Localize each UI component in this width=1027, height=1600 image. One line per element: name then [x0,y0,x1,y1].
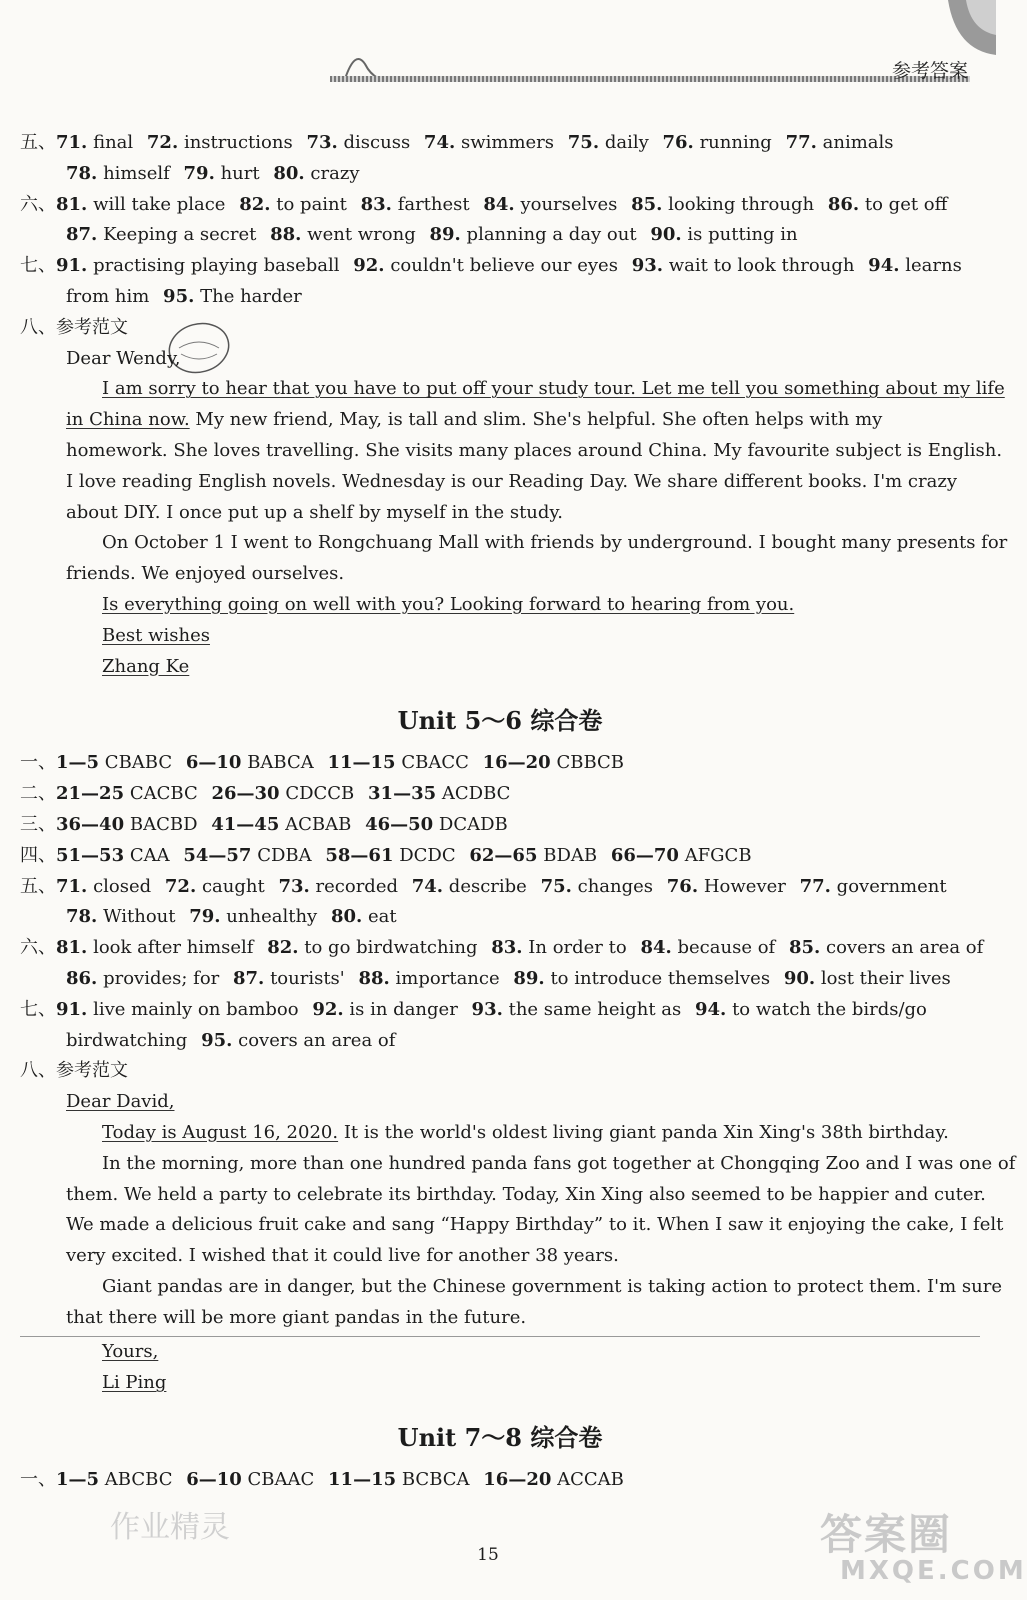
section-label: 二、 [20,783,56,805]
section-label: 四、 [20,844,56,866]
q-num: 87. [233,967,265,989]
q-num: 76. [666,875,699,897]
q-range: 6—10 [186,1469,242,1491]
answer-text: to go birdwatching [304,937,478,959]
letter-line: friends. We enjoyed ourselves. [66,563,345,585]
answer-row-yi [20,1465,980,1496]
answer-text: CACBC [129,783,198,805]
letter-signature [20,1368,980,1399]
answer-text: to introduce themselves [550,967,771,989]
q-num: 83. [491,937,523,959]
answer-text: lost their lives [820,967,951,989]
answer-text: yourselves [520,193,618,215]
letter-line [20,405,980,436]
answer-text: closed [93,875,152,897]
answer-text: CBABC [104,752,173,774]
answer-text: unhealthy [226,906,318,928]
answer-text: running [699,132,772,153]
answer-text: covers an area of [238,1029,396,1051]
section-label: 六、 [20,193,56,215]
q-num: 89. [429,224,461,246]
q-num: 78. [66,162,98,184]
q-num: 92. [353,255,385,277]
answer-text: is in danger [349,998,458,1020]
q-range: 66—70 [610,844,679,866]
answer-text: went wrong [307,224,416,246]
q-range: 26—30 [211,783,280,805]
q-num: 95. [163,285,195,307]
section-label: 五、 [20,875,56,897]
letter-line: very excited. I wished that it could live for another 38 years. [66,1245,619,1267]
answer-text: CDCCB [285,783,355,805]
answer-text: BACBD [129,813,198,835]
letter-greeting [20,1087,980,1118]
q-range: 54—57 [183,844,252,866]
answer-text: ABCBC [104,1469,173,1491]
q-num: 86. [827,193,860,215]
letter-text: It is the world's oldest living giant panda Xin Xing's 38th birthday. [338,1121,949,1143]
answer-row-si [20,841,980,872]
answer-text: discuss [343,132,411,153]
section-label: 六、 [20,937,56,959]
letter-greeting: Dear Wendy, [66,347,181,369]
answer-text: looking through [668,193,815,215]
answer-text: CBBCB [556,752,625,774]
answer-text: caught [201,875,265,897]
header-title: 参考答案 [891,60,968,82]
q-num: 86. [66,967,98,989]
letter-underlined: in China now. [66,409,190,431]
q-range: 58—61 [325,844,394,866]
q-num: 94. [868,255,900,277]
letter-line: I love reading English novels. Wednesday is our Reading Day. We share different books. I'm crazy [66,470,957,492]
letter-closing [20,1337,980,1368]
answer-text: CBAAC [247,1469,315,1491]
letter-line: them. We held a party to celebrate its birthday. Today, Xin Xing also seemed to be happier and cuter. [66,1183,986,1205]
answer-text: ACDBC [441,783,511,805]
answer-row-liu-cont [20,964,980,995]
letter-line: We made a delicious fruit cake and sang “Happy Birthday” to it. When I saw it enjoying the cake, I felt [66,1214,1004,1236]
answer-text: himself [103,162,170,184]
q-num: 77. [799,875,831,897]
answer-text: However [703,875,786,897]
q-num: 90. [783,967,816,989]
section-label-ba: 八、参考范文 [20,1060,128,1082]
q-num: 89. [513,967,545,989]
q-range: 36—40 [56,813,125,835]
q-num: 82. [239,193,271,215]
q-num: 85. [788,937,821,959]
answer-text: final [93,132,134,153]
letter-line [20,590,980,621]
answer-row-wu-cont [20,159,980,190]
signature-text: Zhang Ke [102,655,190,677]
q-num: 93. [471,998,503,1020]
letter-line: about DIY. I once put up a shelf by myself in the study. [66,501,563,523]
q-range: 16—20 [483,1469,552,1491]
q-num: 75. [540,875,572,897]
answer-row-yi [20,748,980,779]
q-range: 31—35 [368,783,437,805]
q-num: 93. [631,255,664,277]
answer-text: Without [103,906,176,928]
answer-text: provides; for [103,967,220,989]
header-rule [330,76,970,82]
q-num: 79. [189,906,221,928]
answer-text: BABCA [247,752,314,774]
q-range: 11—15 [328,1469,397,1491]
q-num: 73. [306,132,338,153]
answer-text: is putting in [687,224,798,246]
page-header [0,0,996,100]
q-num: 84. [483,193,515,215]
q-num: 79. [183,162,215,184]
q-num: 78. [66,906,98,928]
answer-text: ACBAB [285,813,352,835]
answer-text: ACCAB [557,1469,624,1491]
answer-text: learns [905,255,962,277]
answer-text: swimmers [460,132,555,153]
letter-line [20,374,1005,405]
answer-text: from him [66,285,150,307]
q-num: 73. [278,875,310,897]
answer-text: DCDC [399,844,456,866]
answer-text: The harder [200,285,302,307]
section-label: 一、 [20,752,56,774]
q-num: 77. [785,132,817,153]
letter-line: On October 1 I went to Rongchuang Mall with friends by underground. I bought many presents for [102,532,1008,554]
answer-text: will take place [93,193,226,215]
answer-text: DCADB [438,813,508,835]
answer-row-wu [20,872,980,903]
answer-text: covers an area of [826,937,984,959]
closing-text: Yours, [102,1341,159,1363]
greeting-text: Dear David, [66,1091,175,1113]
section-label: 一、 [20,1469,56,1491]
q-range: 1—5 [56,752,100,774]
answer-text: birdwatching [66,1029,188,1051]
answer-text: daily [604,132,649,153]
watermark-logo [820,1502,1027,1586]
answer-text: eat [368,906,397,928]
answer-text: to watch the birds/go [732,998,927,1020]
letter-line: that there will be more giant pandas in the future. [66,1306,527,1328]
answer-text: wait to look through [668,255,855,277]
letter-underlined: I am sorry to hear that you have to put off your study tour. Let me tell you something about my life [102,378,1005,400]
closing-text: Best wishes [102,624,210,646]
answer-text: instructions [183,132,293,153]
answer-text: BCBCA [401,1469,470,1491]
answer-row-qi-cont [20,282,980,313]
answer-text: CDBA [257,844,312,866]
letter-underlined: Today is August 16, 2020. [102,1121,339,1143]
unit-title-5-6: Unit 5～6 综合卷 [397,706,603,736]
answer-text: CBACC [401,752,469,774]
answer-row-wu [20,128,980,159]
q-num: 71. [56,132,88,153]
q-num: 84. [640,937,672,959]
answer-text: BDAB [543,844,598,866]
letter-line: homework. She loves travelling. She visits many places around China. My favourite subject is English. [66,439,1003,461]
q-num: 95. [201,1029,233,1051]
q-num: 74. [411,875,444,897]
watermark-left: 作业精灵 [110,1510,230,1545]
answer-text: describe [448,875,527,897]
answer-text: hurt [220,162,260,184]
q-num: 82. [267,937,299,959]
answer-text: because of [677,937,776,959]
q-range: 46—50 [365,813,434,835]
answer-text: tourists' [270,967,345,989]
answer-text: planning a day out [466,224,637,246]
answer-text: In order to [528,937,627,959]
letter-text: My new friend, May, is tall and slim. She's helpful. She often helps with my [189,409,883,431]
q-num: 85. [631,193,663,215]
answer-text: to get off [864,193,948,215]
answer-row-qi-cont [20,1026,980,1057]
q-range: 16—20 [482,752,551,774]
corner-ornament-icon [936,0,996,60]
answer-text: government [836,875,947,897]
section-label: 七、 [20,998,56,1020]
q-range: 62—65 [469,844,538,866]
answer-text: changes [577,875,654,897]
q-num: 87. [66,224,98,246]
answer-row-wu-cont [20,902,980,933]
q-num: 76. [662,132,694,153]
answer-text: importance [395,967,500,989]
signature-text: Li Ping [102,1372,167,1394]
answer-text: CAA [129,844,170,866]
answer-text: look after himself [93,937,254,959]
letter-line: In the morning, more than one hundred panda fans got together at Chongqing Zoo and I was one of [102,1152,1016,1174]
section-label: 五、 [20,132,56,153]
answer-text: the same height as [508,998,682,1020]
q-num: 80. [273,162,305,184]
q-range: 21—25 [56,783,125,805]
answer-text: couldn't believe our eyes [390,255,618,277]
q-range: 1—5 [56,1469,100,1491]
answer-text: to paint [276,193,347,215]
section-label-ba: 八、参考范文 [20,316,128,338]
q-num: 88. [358,967,390,989]
letter-closing [20,621,980,652]
answer-text: Keeping a secret [103,224,257,246]
answer-row-qi [20,995,980,1026]
answer-row-er [20,779,980,810]
answer-text: recorded [315,875,398,897]
answer-content [20,128,1016,1496]
answer-text: animals [822,132,894,153]
watermark-url: MXQE.COM [840,1556,1027,1586]
q-num: 72. [164,875,197,897]
q-num: 91. [56,998,88,1020]
letter-line: Giant pandas are in danger, but the Chinese government is taking action to protect them. I'm sure [102,1275,1002,1297]
answer-row-liu [20,190,980,221]
q-num: 94. [695,998,727,1020]
q-num: 81. [56,193,88,215]
q-num: 88. [270,224,302,246]
q-num: 71. [56,875,88,897]
q-num: 75. [567,132,600,153]
page-number: 15 [477,1545,499,1565]
answer-text: farthest [397,193,470,215]
answer-row-san [20,810,980,841]
letter-line [20,1118,980,1149]
answer-row-liu [20,933,984,964]
watermark-main: 答案圈 [820,1510,953,1559]
answer-text: AFGCB [684,844,752,866]
q-range: 11—15 [327,752,396,774]
q-num: 74. [423,132,456,153]
q-num: 81. [56,937,88,959]
q-range: 51—53 [56,844,125,866]
q-num: 72. [146,132,179,153]
section-label: 三、 [20,813,56,835]
answer-row-qi [20,251,980,282]
q-num: 83. [360,193,392,215]
answer-text: practising playing baseball [93,255,340,277]
q-num: 91. [56,255,88,277]
q-num: 80. [330,906,363,928]
letter-signature [20,652,980,683]
q-num: 90. [650,224,682,246]
section-label: 七、 [20,255,56,277]
q-range: 41—45 [211,813,280,835]
answer-row-liu-cont [20,220,980,251]
unit-title-7-8: Unit 7～8 综合卷 [397,1423,603,1453]
q-range: 6—10 [185,752,242,774]
answer-text: crazy [310,162,360,184]
q-num: 92. [312,998,344,1020]
letter-underlined: Is everything going on well with you? Looking forward to hearing from you. [102,593,795,615]
answer-text: live mainly on bamboo [93,998,299,1020]
